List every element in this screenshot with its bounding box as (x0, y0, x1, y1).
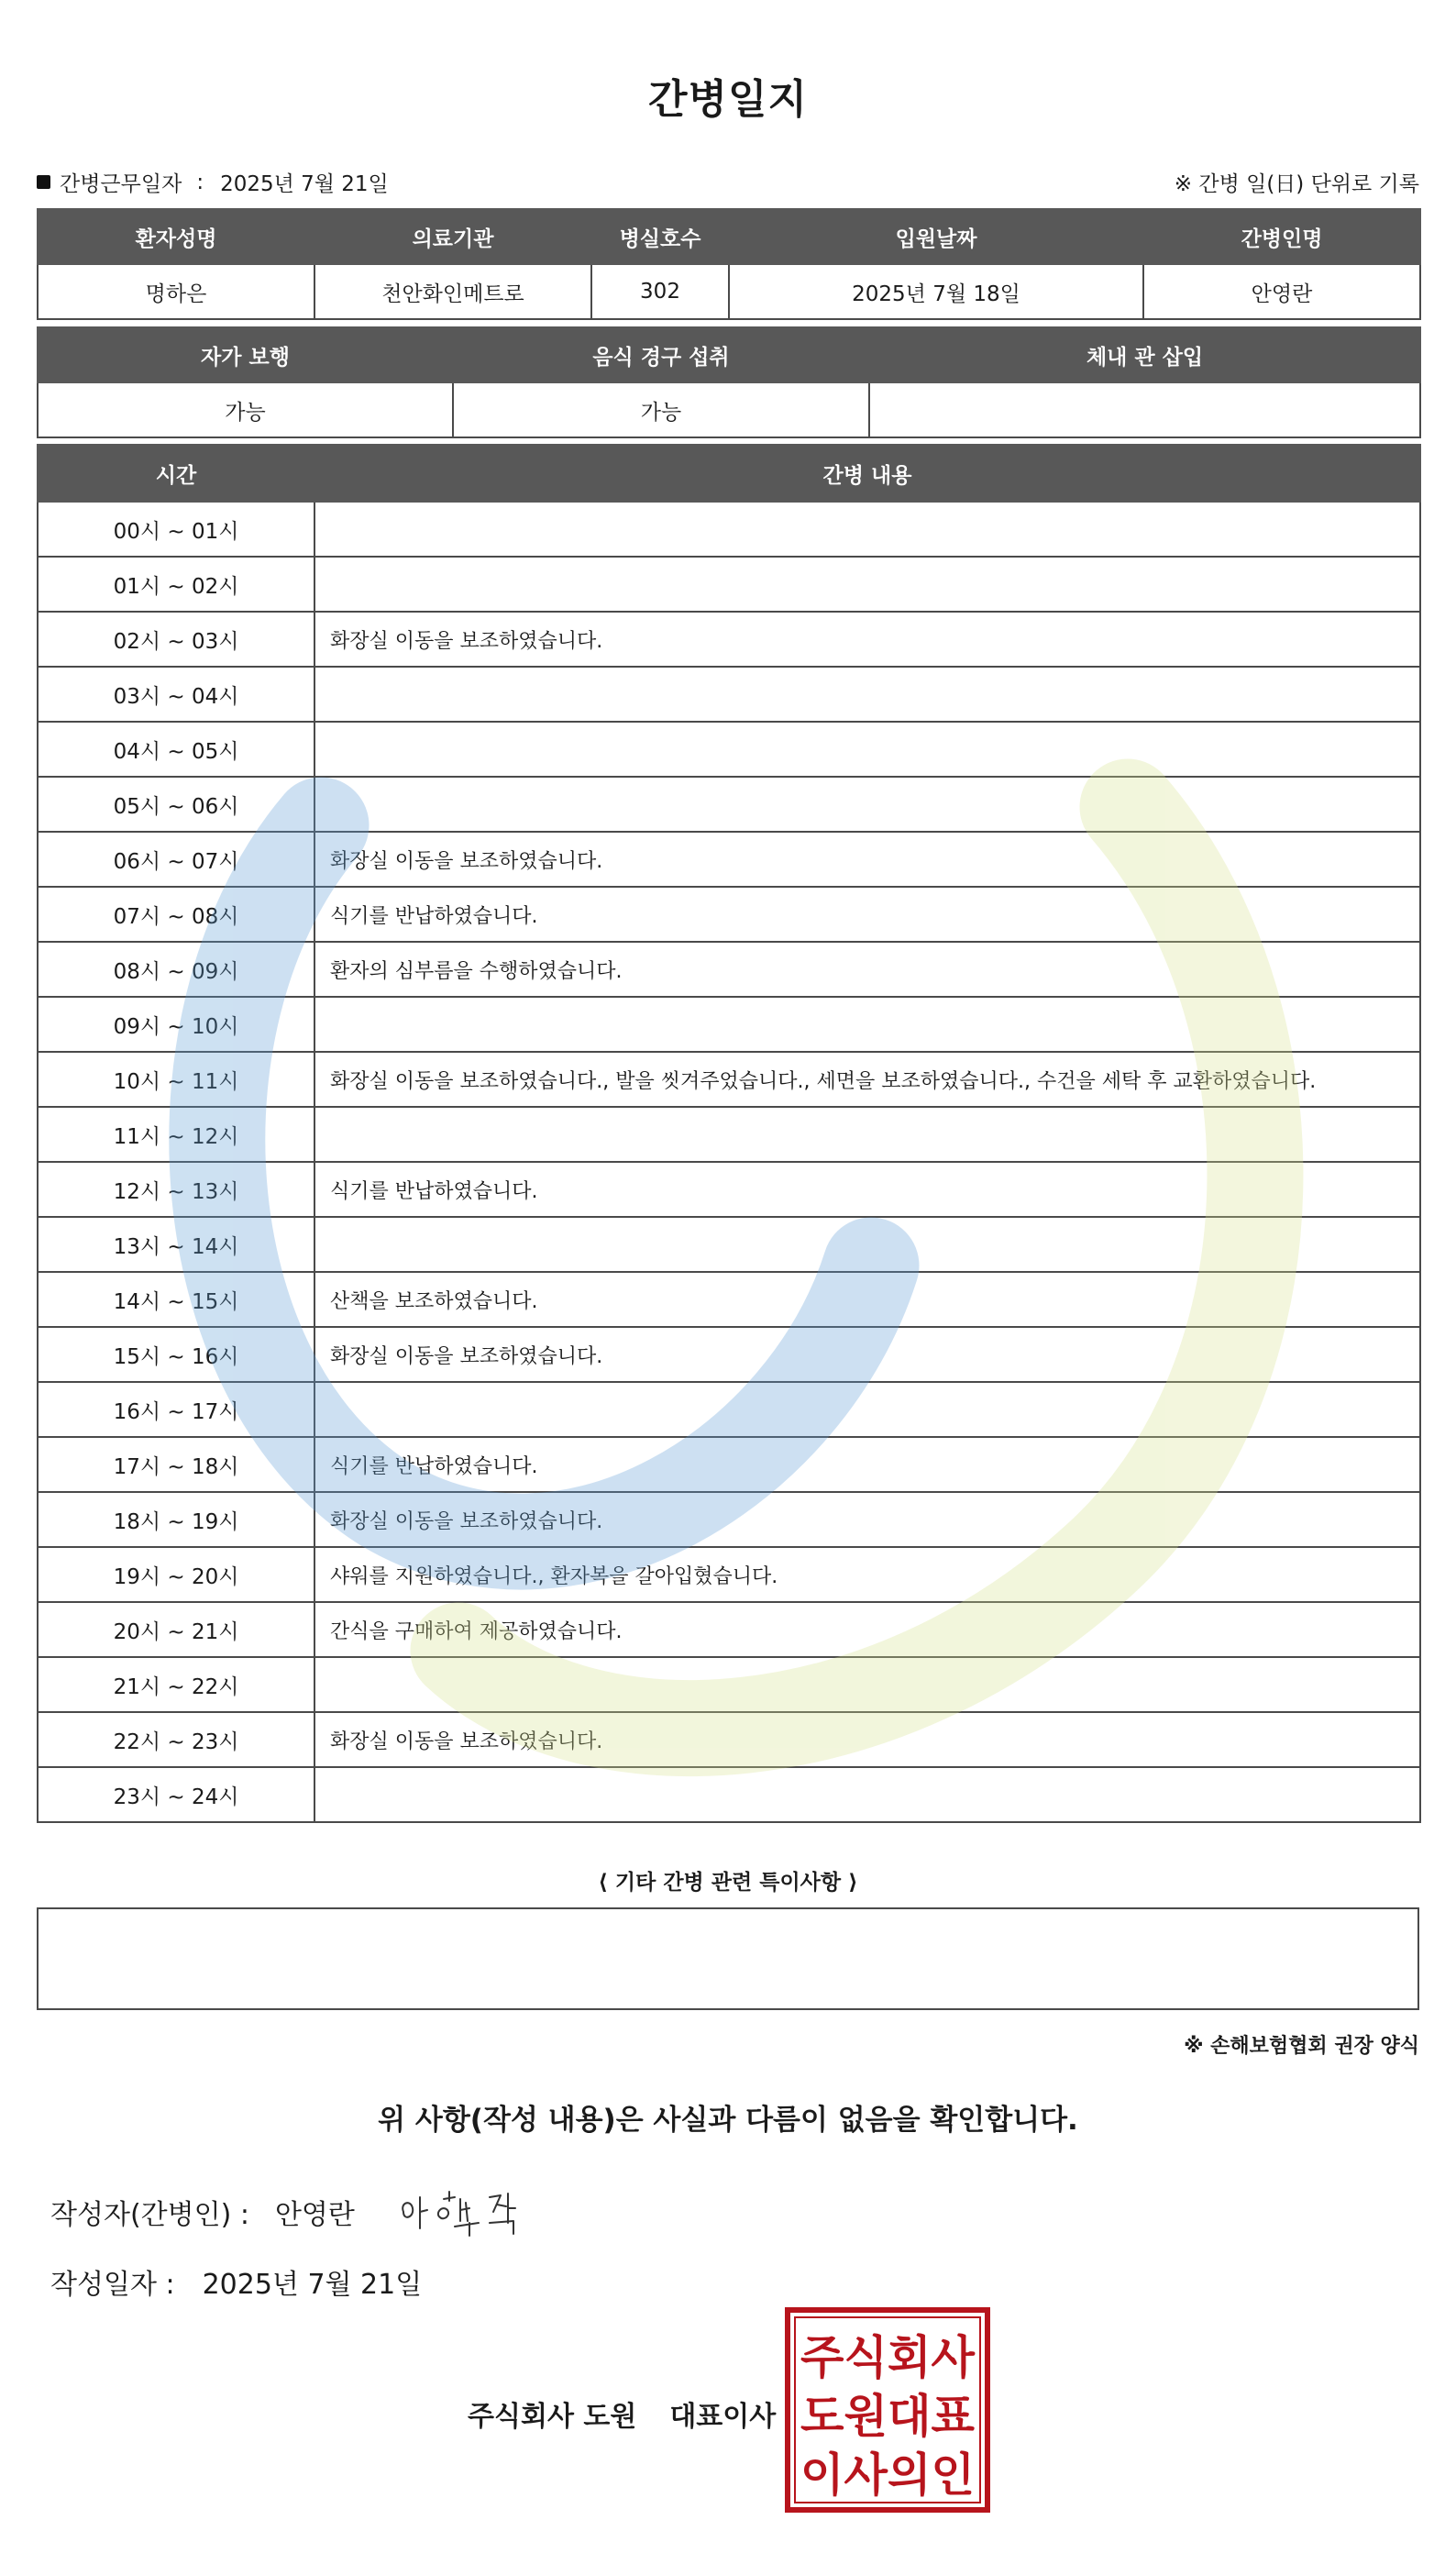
log-content-cell: 화장실 이동을 보조하였습니다. (314, 1492, 1420, 1547)
patient-ability-table (37, 326, 1421, 438)
log-time-cell: 10시 ~ 11시 (38, 1052, 314, 1107)
table-row (38, 612, 1420, 667)
log-content-cell: 식기를 반납하였습니다. (314, 1162, 1420, 1217)
log-content-cell (314, 1657, 1420, 1712)
table-row (38, 887, 1420, 942)
log-time-cell: 15시 ~ 16시 (38, 1327, 314, 1382)
log-content-cell (314, 667, 1420, 722)
log-content-cell: 간식을 구매하여 제공하였습니다. (314, 1602, 1420, 1657)
header-care-content: 간병 내용 (314, 445, 1420, 502)
table-row (38, 777, 1420, 832)
table-row (38, 1437, 1420, 1492)
meta-row (37, 167, 1419, 198)
company-seal-stamp (785, 2307, 990, 2513)
log-content-cell: 식기를 반납하였습니다. (314, 887, 1420, 942)
log-time-cell: 12시 ~ 13시 (38, 1162, 314, 1217)
table-row (38, 502, 1420, 557)
log-content-cell (314, 1107, 1420, 1162)
room-number: 302 (591, 264, 729, 319)
writer-label: 작성자(간병인) : (50, 2199, 249, 2231)
log-time-cell: 09시 ~ 10시 (38, 997, 314, 1052)
header-time: 시간 (38, 445, 314, 502)
work-date-colon: : (196, 170, 204, 194)
header-self-walking: 자가 보행 (38, 327, 453, 382)
log-content-cell: 화장실 이동을 보조하였습니다. (314, 832, 1420, 887)
writing-date-line (50, 2261, 422, 2302)
table-row (38, 1492, 1420, 1547)
writer-line (50, 2192, 355, 2232)
log-time-cell: 17시 ~ 18시 (38, 1437, 314, 1492)
log-time-cell: 05시 ~ 06시 (38, 777, 314, 832)
log-content-cell (314, 502, 1420, 557)
log-time-cell: 11시 ~ 12시 (38, 1107, 314, 1162)
log-content-cell: 화장실 이동을 보조하였습니다., 발을 씻겨주었습니다., 세면을 보조하였습니다., 수건을 세탁 후 교환하였습니다. (314, 1052, 1420, 1107)
table-row (38, 1272, 1420, 1327)
writing-date-value: 2025년 7월 21일 (202, 2269, 423, 2301)
table-row (38, 1767, 1420, 1822)
log-content-cell: 화장실 이동을 보조하였습니다. (314, 1327, 1420, 1382)
table-row (38, 557, 1420, 612)
page-title: 간병일지 (647, 76, 808, 123)
log-time-cell: 01시 ~ 02시 (38, 557, 314, 612)
log-time-cell: 07시 ~ 08시 (38, 887, 314, 942)
self-walking-value: 가능 (38, 382, 453, 437)
hospital-name: 천안화인메트로 (314, 264, 591, 319)
header-room-number: 병실호수 (591, 209, 729, 264)
log-time-cell: 06시 ~ 07시 (38, 832, 314, 887)
log-time-cell: 14시 ~ 15시 (38, 1272, 314, 1327)
writing-date-label: 작성일자 : (50, 2269, 175, 2301)
tube-insertion-value (869, 382, 1420, 437)
table-row (38, 997, 1420, 1052)
table-row (38, 722, 1420, 777)
writer-name: 안영란 (274, 2199, 355, 2231)
caregiver-name: 안영란 (1143, 264, 1420, 319)
remarks-title: ⟨ 기타 간병 관련 특이사항 ⟩ (598, 1871, 858, 1895)
header-admission-date: 입원날짜 (729, 209, 1143, 264)
log-content-cell: 환자의 심부름을 수행하였습니다. (314, 942, 1420, 997)
log-content-cell: 샤워를 지원하였습니다., 환자복을 갈아입혔습니다. (314, 1547, 1420, 1602)
header-tube-insertion: 체내 관 삽입 (869, 327, 1420, 382)
table-row (38, 1382, 1420, 1437)
log-content-cell: 식기를 반납하였습니다. (314, 1437, 1420, 1492)
log-content-cell (314, 1767, 1420, 1822)
log-content-cell (314, 1382, 1420, 1437)
work-date-value: 2025년 7월 21일 (220, 172, 389, 196)
table-row (38, 1327, 1420, 1382)
work-date-label: 간병근무일자 (60, 172, 182, 196)
log-content-cell (314, 557, 1420, 612)
table-row (38, 1107, 1420, 1162)
table-row (38, 1217, 1420, 1272)
admission-date: 2025년 7월 18일 (729, 264, 1143, 319)
table-row (38, 1712, 1420, 1767)
work-date-group (37, 167, 389, 197)
company-name: 주식회사 도원 (468, 2401, 637, 2433)
remarks-box (37, 1907, 1419, 2010)
log-time-cell: 04시 ~ 05시 (38, 722, 314, 777)
seal-line-1: 주식회사 (800, 2331, 976, 2384)
log-content-cell (314, 1217, 1420, 1272)
seal-line-2: 도원대표 (800, 2390, 976, 2443)
log-time-cell: 19시 ~ 20시 (38, 1547, 314, 1602)
patient-info-table (37, 208, 1421, 320)
log-content-cell: 산책을 보조하였습니다. (314, 1272, 1420, 1327)
log-time-cell: 08시 ~ 09시 (38, 942, 314, 997)
representative-title: 대표이사 (669, 2401, 777, 2433)
log-time-cell: 00시 ~ 01시 (38, 502, 314, 557)
log-time-cell: 18시 ~ 19시 (38, 1492, 314, 1547)
log-content-cell (314, 997, 1420, 1052)
log-time-cell: 13시 ~ 14시 (38, 1217, 314, 1272)
log-content-cell (314, 777, 1420, 832)
table-row (38, 1547, 1420, 1602)
header-oral-intake: 음식 경구 섭취 (453, 327, 869, 382)
handwritten-signature (394, 2181, 541, 2239)
log-content-cell: 화장실 이동을 보조하였습니다. (314, 612, 1420, 667)
log-time-cell: 02시 ~ 03시 (38, 612, 314, 667)
table-row (38, 942, 1420, 997)
table-row (38, 1052, 1420, 1107)
care-log-table (37, 444, 1421, 1823)
log-time-cell: 20시 ~ 21시 (38, 1602, 314, 1657)
table-row (38, 1162, 1420, 1217)
table-row (38, 1657, 1420, 1712)
bullet-square-icon (37, 175, 50, 189)
log-content-cell (314, 722, 1420, 777)
log-content-cell: 화장실 이동을 보조하였습니다. (314, 1712, 1420, 1767)
patient-name: 명하은 (38, 264, 314, 319)
log-time-cell: 21시 ~ 22시 (38, 1657, 314, 1712)
log-time-cell: 16시 ~ 17시 (38, 1382, 314, 1437)
form-note: ※ 손해보험협회 권장 양식 (1184, 2035, 1419, 2058)
daily-record-note: ※ 간병 일(日) 단위로 기록 (1174, 172, 1419, 196)
log-time-cell: 03시 ~ 04시 (38, 667, 314, 722)
log-time-cell: 23시 ~ 24시 (38, 1767, 314, 1822)
oral-intake-value: 가능 (453, 382, 869, 437)
header-caregiver-name: 간병인명 (1143, 209, 1420, 264)
seal-line-3: 이사의인 (800, 2448, 975, 2502)
table-row (38, 1602, 1420, 1657)
table-row (38, 832, 1420, 887)
log-time-cell: 22시 ~ 23시 (38, 1712, 314, 1767)
table-row (38, 667, 1420, 722)
company-line (468, 2393, 776, 2434)
header-patient-name: 환자성명 (38, 209, 314, 264)
header-hospital: 의료기관 (314, 209, 591, 264)
confirmation-statement: 위 사항(작성 내용)은 사실과 다름이 없음을 확인합니다. (378, 2104, 1078, 2137)
